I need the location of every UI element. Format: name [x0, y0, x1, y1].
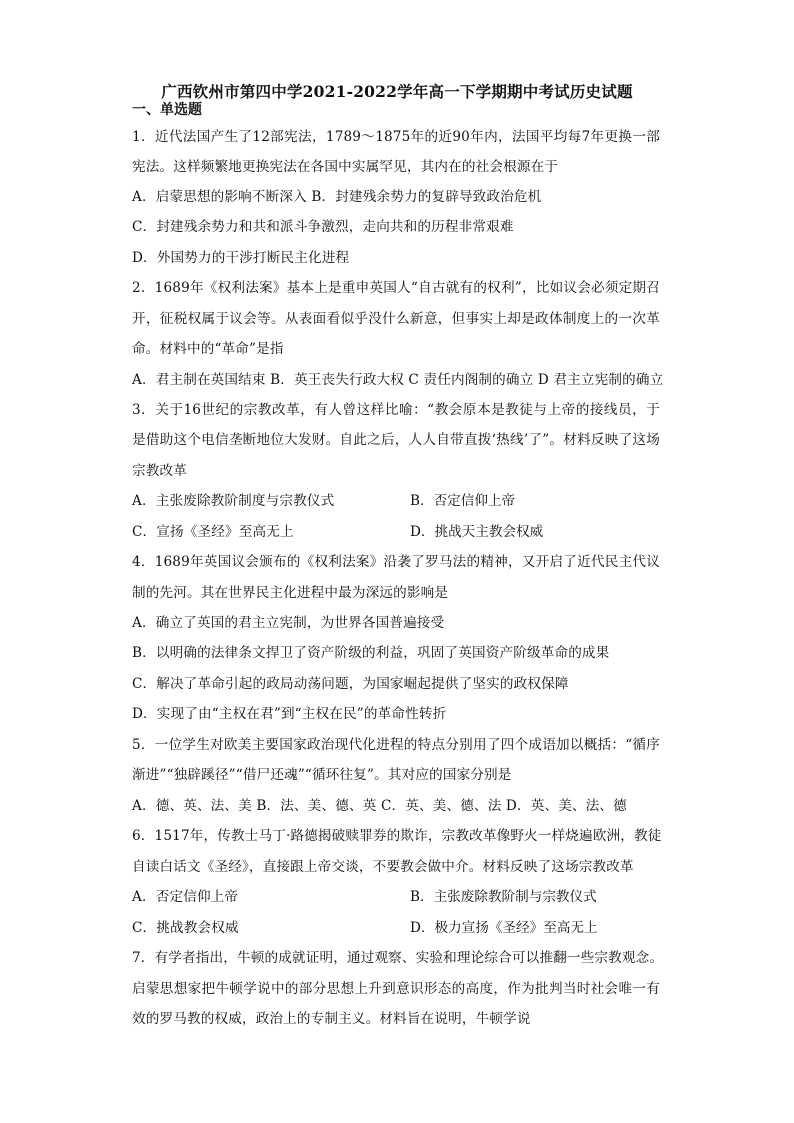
- q7-stem-line-2: 启蒙思想家把牛顿学说中的部分思想上升到意识形态的高度，作为批判当时社会唯一有: [132, 981, 660, 997]
- page-title: 广西钦州市第四中学2021-2022学年高一下学期期中考试历史试题: [161, 82, 633, 101]
- q3-stem-line-3: 宗教改革: [132, 463, 187, 479]
- q3-option-b: B．否定信仰上帝: [410, 493, 516, 509]
- q1-option-ab: A．启蒙思想的影响不断深入 B．封建残余势力的复辟导致政治危机: [132, 189, 542, 205]
- q6-option-d: D．极力宣扬《圣经》至高无上: [410, 920, 598, 936]
- q4-stem-line-2: 制的先河。其在世界民主化进程中最为深远的影响是: [132, 585, 449, 601]
- q3-option-c: C．宣扬《圣经》至高无上: [132, 524, 294, 540]
- section-heading: 一、单选题: [132, 102, 202, 118]
- q1-stem-line-2: 宪法。这样频繁地更换宪法在各国中实属罕见，其内在的社会根源在于: [132, 159, 559, 175]
- q2-stem-line-2: 开，征税权属于议会等。从表面看似乎没什么新意，但事实上却是政体制度上的一次革: [132, 311, 660, 327]
- q1-option-d: D．外国势力的干涉打断民主化进程: [132, 250, 350, 266]
- q1-option-c: C．封建残余势力和共和派斗争激烈，走向共和的历程非常艰难: [132, 219, 514, 235]
- q6-option-a: A．否定信仰上帝: [132, 889, 239, 905]
- q6-option-c: C．挑战教会权威: [132, 920, 239, 936]
- q5-stem-line-1: 5．一位学生对欧美主要国家政治现代化进程的特点分别用了四个成语加以概括：“循序: [132, 737, 660, 753]
- q3-stem-line-2: 是借助这个电信垄断地位大发财。自此之后，人人自带直拨‘热线’了”。材料反映了这场: [132, 432, 660, 448]
- q7-stem-line-1: 7．有学者指出，牛顿的成就证明，通过观察、实验和理论综合可以推翻一些宗教观念。: [132, 950, 664, 966]
- q4-option-c: C．解决了革命引起的政局动荡问题，为国家崛起提供了坚实的政权保障: [132, 676, 569, 692]
- q5-options: A．德、英、法、美 B．法、美、德、英 C．英、美、德、法 D．英、美、法、德: [132, 798, 627, 814]
- q4-stem-line-1: 4．1689年英国议会颁布的《权利法案》沿袭了罗马法的精神，又开启了近代民主代议: [132, 554, 660, 570]
- q5-stem-line-2: 渐进”“独辟蹊径”“借尸还魂”“循环往复”。其对应的国家分别是: [132, 767, 512, 783]
- q2-stem-line-3: 命。材料中的“革命”是指: [132, 341, 284, 357]
- q4-option-b: B．以明确的法律条文捍卫了资产阶级的利益，巩固了英国资产阶级革命的成果: [132, 645, 610, 661]
- q2-stem-line-1: 2．1689年《权利法案》基本上是重申英国人“自古就有的权利”，比如议会必须定期召: [132, 280, 660, 296]
- q3-option-a: A．主张废除教阶制度与宗教仪式: [132, 493, 335, 509]
- q4-option-a: A．确立了英国的君主立宪制，为世界各国普遍接受: [132, 615, 445, 631]
- q6-option-b: B．主张废除教阶制与宗教仪式: [410, 889, 597, 905]
- q3-option-d: D．挑战天主教会权威: [410, 524, 544, 540]
- q4-option-d: D．实现了由“主权在君”到“主权在民”的革命性转折: [132, 706, 447, 722]
- q1-stem-line-1: 1．近代法国产生了12部宪法，1789～1875年的近90年内，法国平均每7年更换一部: [132, 129, 660, 145]
- q7-stem-line-3: 效的罗马教的权威，政治上的专制主义。材料旨在说明，牛顿学说: [132, 1011, 531, 1027]
- q6-stem-line-2: 自读白话文《圣经》，直接跟上帝交谈，不要教会做中介。材料反映了这场宗教改革: [132, 859, 634, 875]
- q6-stem-line-1: 6．1517年，传教士马丁·路德揭破赎罪券的欺诈，宗教改革像野火一样烧遍欧洲，教徒: [132, 828, 662, 844]
- q2-options: A．君主制在英国结束 B．英王丧失行政大权 C 责任内阁制的确立 D 君主立宪制的确立: [132, 372, 664, 388]
- q3-stem-line-1: 3．关于16世纪的宗教改革，有人曾这样比喻：“教会原本是教徒与上帝的接线员，于: [132, 402, 660, 418]
